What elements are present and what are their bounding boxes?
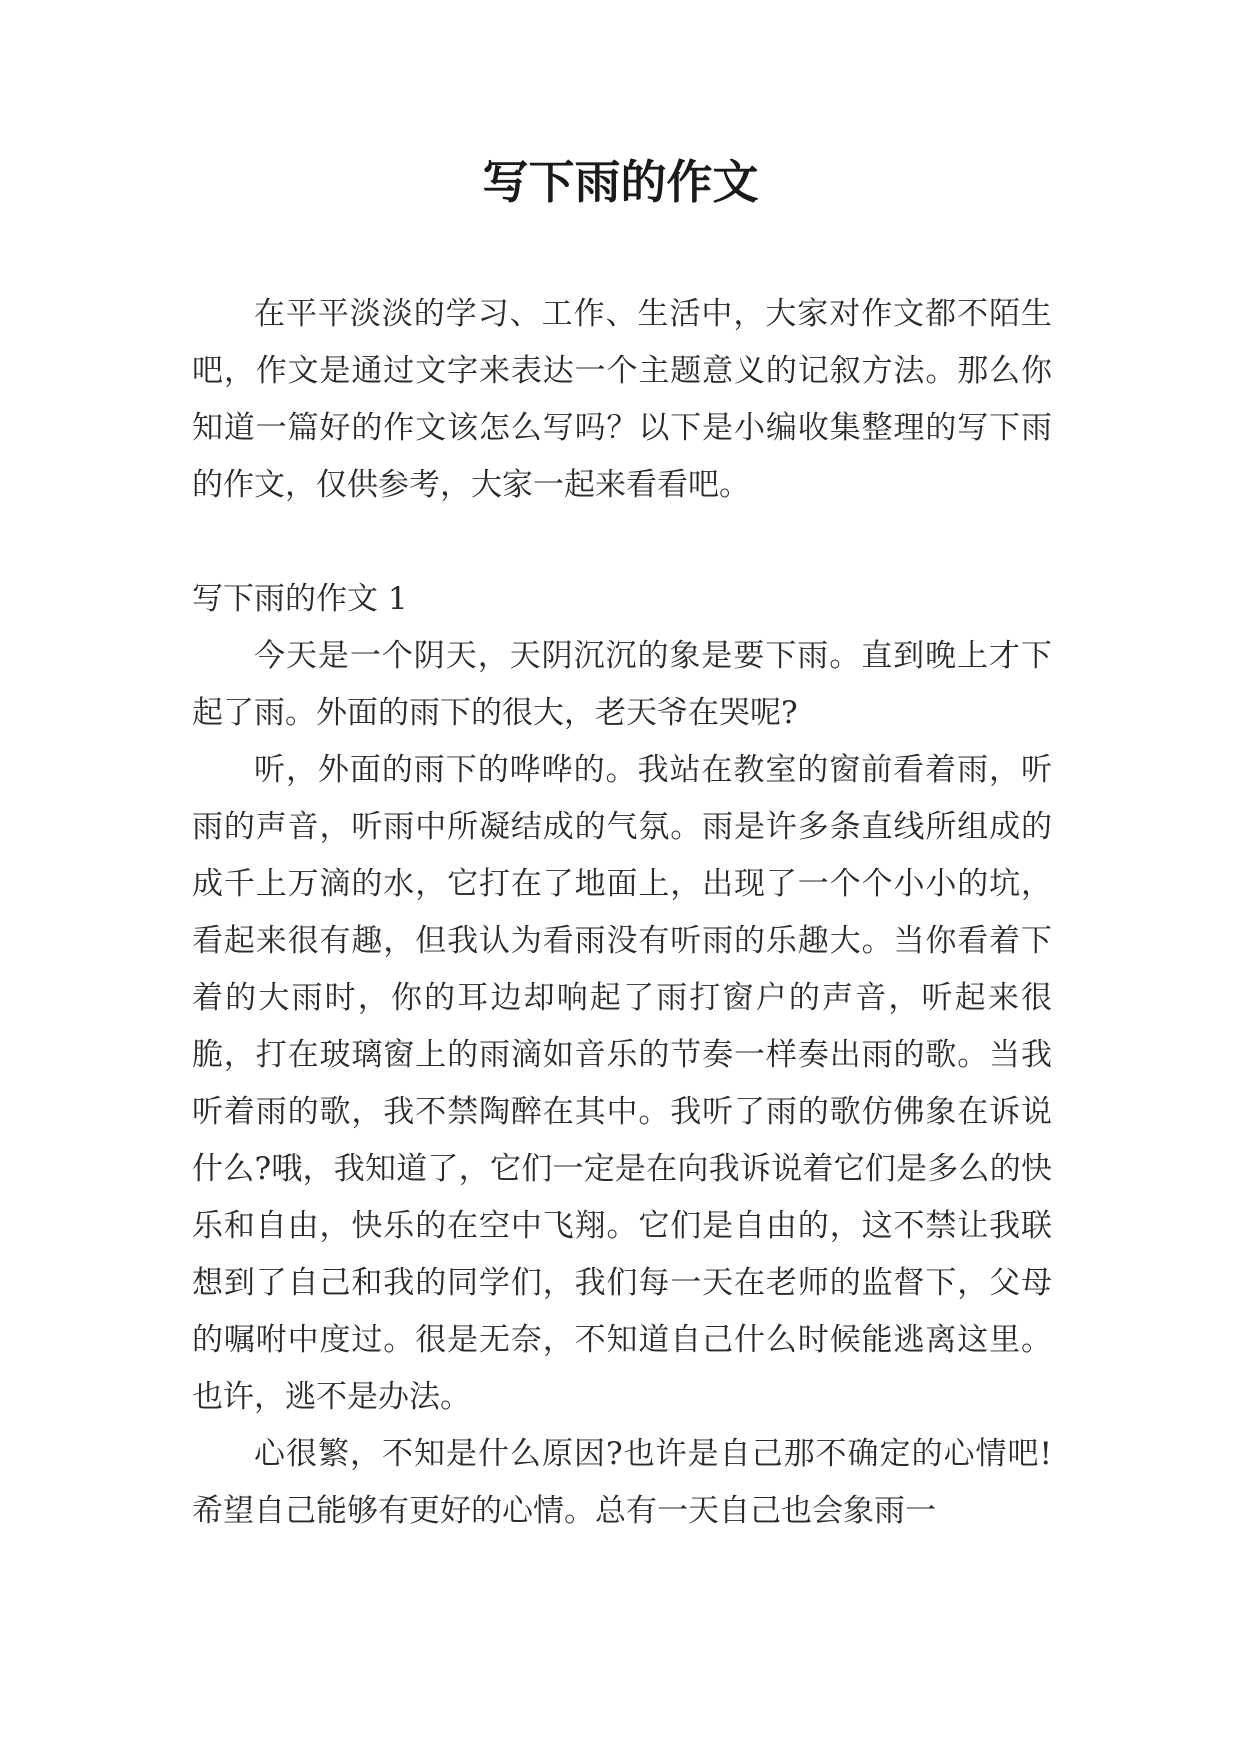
body-paragraph-1: 今天是一个阴天，天阴沉沉的象是要下雨。直到晚上才下起了雨。外面的雨下的很大，老天爷在哭呢? [192,638,1052,731]
intro-paragraph: 在平平淡淡的学习、工作、生活中，大家对作文都不陌生吧，作文是通过文字来表达一个主题意义的记叙方法。那么你知道一篇好的作文该怎么写吗？以下是小编收集整理的写下雨的作文，仅供参考，大家一起来看看吧。 [192,296,1052,503]
body-paragraph-2: 听，外面的雨下的哗哗的。我站在教室的窗前看着雨，听雨的声音，听雨中所凝结成的气氛。雨是许多条直线所组成的成千上万滴的水，它打在了地面上，出现了一个个小小的坑，看起来很有趣，但我认为看雨没有听雨的乐趣大。当你看着下着的大雨时，你的耳边却响起了雨打窗户的声音，听起来很脆，打在玻璃窗上的雨滴如音乐的节奏一样奏出雨的歌。当我听着雨的歌，我不禁陶醉在其中。我听了雨的歌仿佛象在诉说什么?哦，我知道了，它们一定是在向我诉说着它们是多么的快乐和自由，快乐的在空中飞翔。它们是自由的，这不禁让我联想到了自己和我的同学们，我们每一天在老师的监督下，父母的嘱咐中度过。很是无奈，不知道自己什么时候能逃离这里。也许，逃不是办法。 [192,752,1052,1415]
section-heading: 写下雨的作文 1 [192,581,408,617]
body-paragraph-3: 心很繁，不知是什么原因?也许是自己那不确定的心情吧!希望自己能够有更好的心情。总有一天自己也会象雨一 [192,1436,1052,1529]
paragraph-spacer [192,514,1052,571]
document-title: 写下雨的作文 [482,155,759,209]
document-body [192,286,1052,1540]
